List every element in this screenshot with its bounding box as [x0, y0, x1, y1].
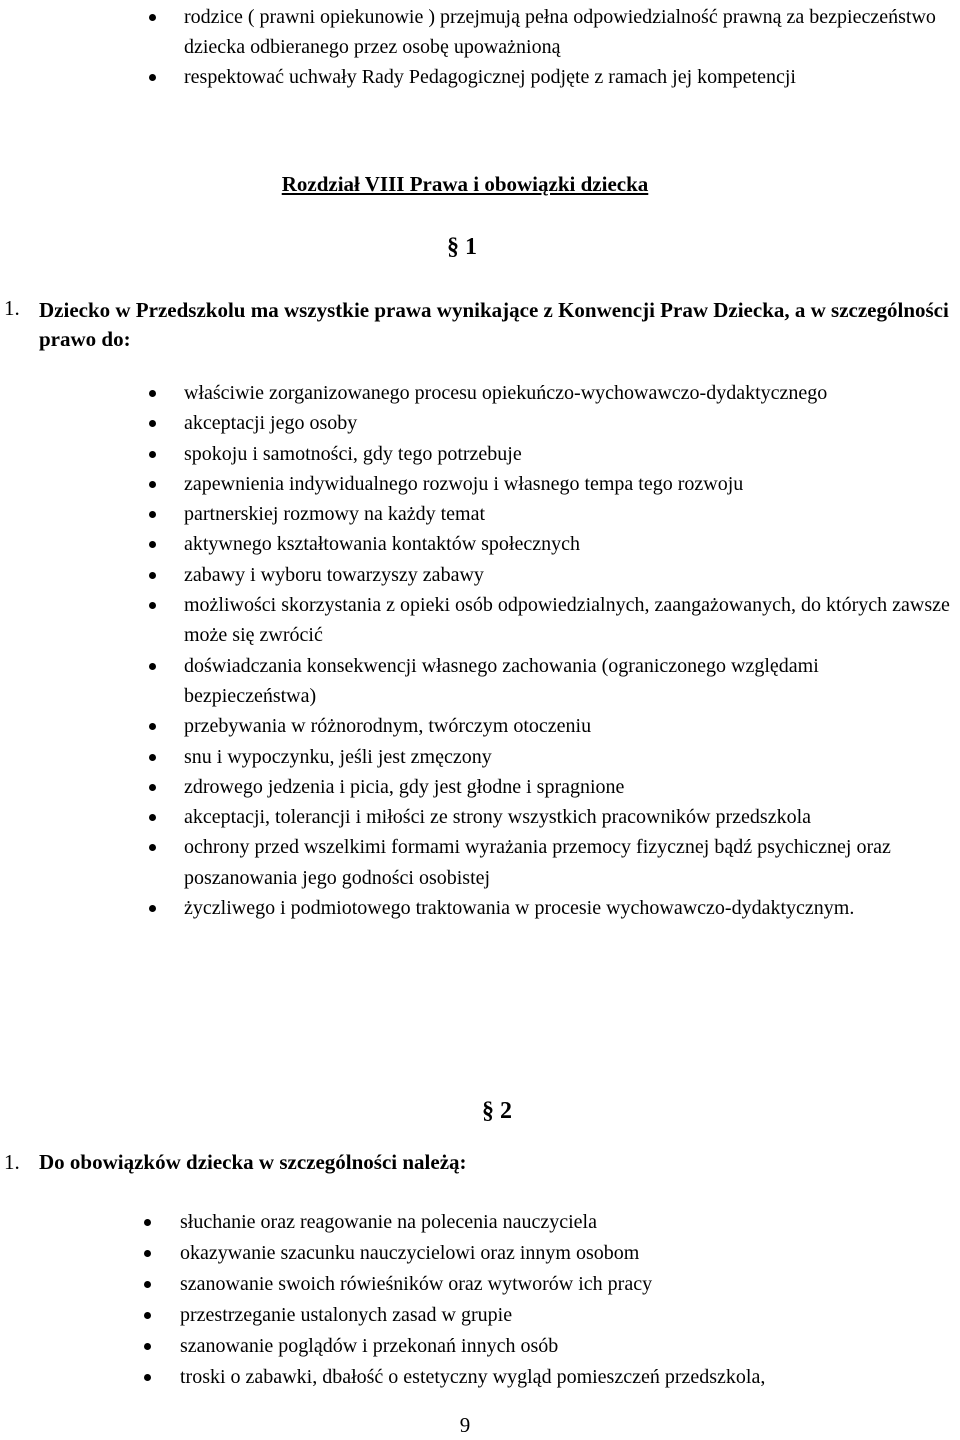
list-item: szanowanie poglądów i przekonań innych osób — [180, 1331, 955, 1362]
list-item: życzliwego i podmiotowego traktowania w procesie wychowawczo-dydaktycznym. — [184, 893, 884, 923]
child-duties-list — [180, 1207, 955, 1393]
list-item: szanowanie swoich rówieśników oraz wytworów ich pracy — [180, 1269, 955, 1300]
section-mark-1 — [445, 228, 485, 262]
section-mark-2-text: § 2 — [482, 1098, 512, 1124]
list-item: okazywanie szacunku nauczycielowi oraz innym osobom — [180, 1238, 955, 1269]
section-mark-2 — [480, 1092, 520, 1126]
list-item: rodzice ( prawni opiekunowie ) przejmują pełna odpowiedzialność prawną za bezpieczeństwo dziecka odbieranego przez osobę upoważnioną — [184, 2, 954, 62]
list-item: partnerskiej rozmowy na każdy temat — [184, 499, 954, 529]
list-item: ochrony przed wszelkimi formami wyrażania przemocy fizycznej bądź psychicznej oraz poszanowania jego godności osobistej — [184, 832, 904, 893]
list-item: słuchanie oraz reagowanie na polecenia nauczyciela — [180, 1207, 955, 1238]
page-number: 9 — [459, 1413, 471, 1437]
paragraph-number: 1. — [4, 296, 20, 320]
list-item: snu i wypoczynku, jeśli jest zmęczony — [184, 742, 954, 772]
list-item: zapewnienia indywidualnego rozwoju i własnego tempa tego rozwoju — [184, 469, 954, 499]
list-item: troski o zabawki, dbałość o estetyczny wygląd pomieszczeń przedszkola, — [180, 1362, 955, 1393]
list-item: akceptacji, tolerancji i miłości ze strony wszystkich pracowników przedszkola — [184, 802, 864, 832]
child-rights-list — [184, 378, 954, 923]
list-item: akceptacji jego osoby — [184, 408, 954, 438]
duties-intro: Do obowiązków dziecka w szczególności należą: — [39, 1150, 467, 1174]
list-item: zabawy i wyboru towarzyszy zabawy — [184, 560, 954, 590]
list-item: spokoju i samotności, gdy tego potrzebuje — [184, 439, 954, 469]
rights-intro: Dziecko w Przedszkolu ma wszystkie prawa wynikające z Konwencji Praw Dziecka, a w szczególności prawo do: — [39, 298, 949, 351]
parent-duties-list — [184, 2, 954, 92]
list-item: przebywania w różnorodnym, twórczym otoczeniu — [184, 711, 954, 741]
list-item: możliwości skorzystania z opieki osób odpowiedzialnych, zaangażowanych, do których zawsze może się zwrócić — [184, 590, 954, 651]
list-item: zdrowego jedzenia i picia, gdy jest głodne i spragnione — [184, 772, 954, 802]
section-mark-1-text: § 1 — [447, 234, 477, 260]
list-item: respektować uchwały Rady Pedagogicznej podjęte z ramach jej kompetencji — [184, 62, 954, 92]
chapter-heading: Rozdział VIII Prawa i obowiązki dziecka — [281, 172, 649, 196]
list-item: przestrzeganie ustalonych zasad w grupie — [180, 1300, 955, 1331]
paragraph-number: 1. — [4, 1150, 20, 1174]
list-item: doświadczania konsekwencji własnego zachowania (ograniczonego względami bezpieczeństwa) — [184, 651, 884, 712]
list-item: właściwie zorganizowanego procesu opiekuńczo-wychowawczo-dydaktycznego — [184, 378, 844, 408]
list-item: aktywnego kształtowania kontaktów społecznych — [184, 529, 954, 559]
